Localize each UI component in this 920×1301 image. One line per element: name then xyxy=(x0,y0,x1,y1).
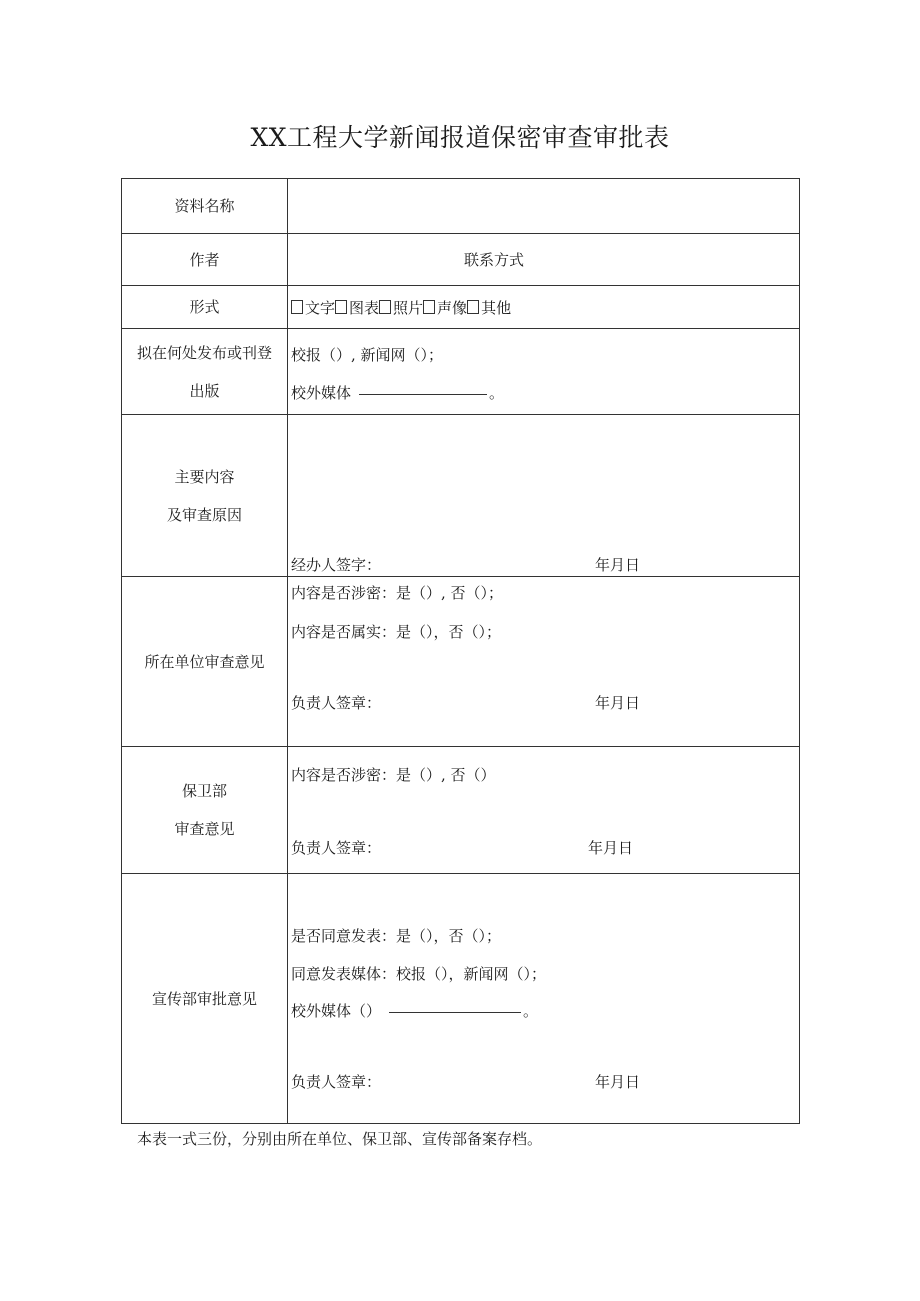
publicity-external-media-blank[interactable] xyxy=(389,1011,521,1013)
content-date: 年月日 xyxy=(595,556,641,574)
checkbox-icon xyxy=(467,300,479,314)
checkbox-icon xyxy=(335,300,347,314)
contact-label: 联系方式 xyxy=(464,251,525,269)
security-review-label: 保卫部 审查意见 xyxy=(122,747,288,874)
option-audio-video[interactable]: 声像 xyxy=(423,299,467,317)
publicity-review-signer: 负责人签章： xyxy=(291,1073,382,1091)
publicity-review-field[interactable] xyxy=(288,874,800,1124)
author-label: 作者 xyxy=(122,234,288,286)
author-field[interactable] xyxy=(288,234,800,286)
publish-line1: 校报（）, 新闻网（）； xyxy=(291,346,444,364)
unit-review-line1: 内容是否涉密：是（）, 否（）； xyxy=(291,584,504,602)
row-security-review xyxy=(122,747,800,874)
row-material-name xyxy=(122,179,800,234)
content-signer: 经办人签字： xyxy=(291,556,382,574)
option-photo[interactable]: 照片 xyxy=(379,299,423,317)
option-other[interactable]: 其他 xyxy=(467,299,511,317)
unit-review-label: 所在单位审查意见 xyxy=(122,577,288,747)
row-content xyxy=(122,415,800,577)
unit-review-date: 年月日 xyxy=(595,694,641,712)
unit-review-line2: 内容是否属实：是（），否（）； xyxy=(291,623,502,641)
row-author xyxy=(122,234,800,286)
publish-field[interactable] xyxy=(288,329,800,415)
external-media-blank[interactable] xyxy=(359,393,487,395)
option-chart[interactable]: 图表 xyxy=(335,299,379,317)
unit-review-signer: 负责人签章： xyxy=(291,694,382,712)
approval-form-table xyxy=(121,178,800,1124)
checkbox-icon xyxy=(291,300,303,314)
content-label: 主要内容 及审查原因 xyxy=(122,415,288,577)
security-review-date: 年月日 xyxy=(588,839,634,857)
row-unit-review xyxy=(122,577,800,747)
page-title: XX工程大学新闻报道保密审查审批表 xyxy=(250,123,670,152)
security-review-signer: 负责人签章： xyxy=(291,839,382,857)
row-publish xyxy=(122,329,800,415)
form-label: 形式 xyxy=(122,286,288,329)
security-review-field[interactable] xyxy=(288,747,800,874)
content-field[interactable] xyxy=(288,415,800,577)
material-name-field[interactable] xyxy=(288,179,800,234)
material-name-label: 资料名称 xyxy=(122,179,288,234)
security-review-line1: 内容是否涉密：是（）, 否（） xyxy=(291,766,496,784)
publish-label: 拟在何处发布或刊登 出版 xyxy=(122,329,288,415)
form-options xyxy=(288,286,800,329)
publicity-review-line1: 是否同意发表：是（），否（）； xyxy=(291,927,502,945)
publicity-review-label: 宣传部审批意见 xyxy=(122,874,288,1124)
row-publicity-review xyxy=(122,874,800,1124)
footer-note: 本表一式三份，分别由所在单位、保卫部、宣传部备案存档。 xyxy=(137,1130,543,1148)
checkbox-icon xyxy=(423,300,435,314)
publish-line2: 校外媒体 。 xyxy=(291,384,505,402)
unit-review-field[interactable] xyxy=(288,577,800,747)
publicity-review-line2: 同意发表媒体：校报（），新闻网（）； xyxy=(291,965,547,983)
publicity-review-date: 年月日 xyxy=(595,1073,641,1091)
publicity-review-line3: 校外媒体（） 。 xyxy=(291,1002,539,1020)
option-text[interactable]: 文字 xyxy=(291,299,335,317)
checkbox-icon xyxy=(379,300,391,314)
row-form xyxy=(122,286,800,329)
